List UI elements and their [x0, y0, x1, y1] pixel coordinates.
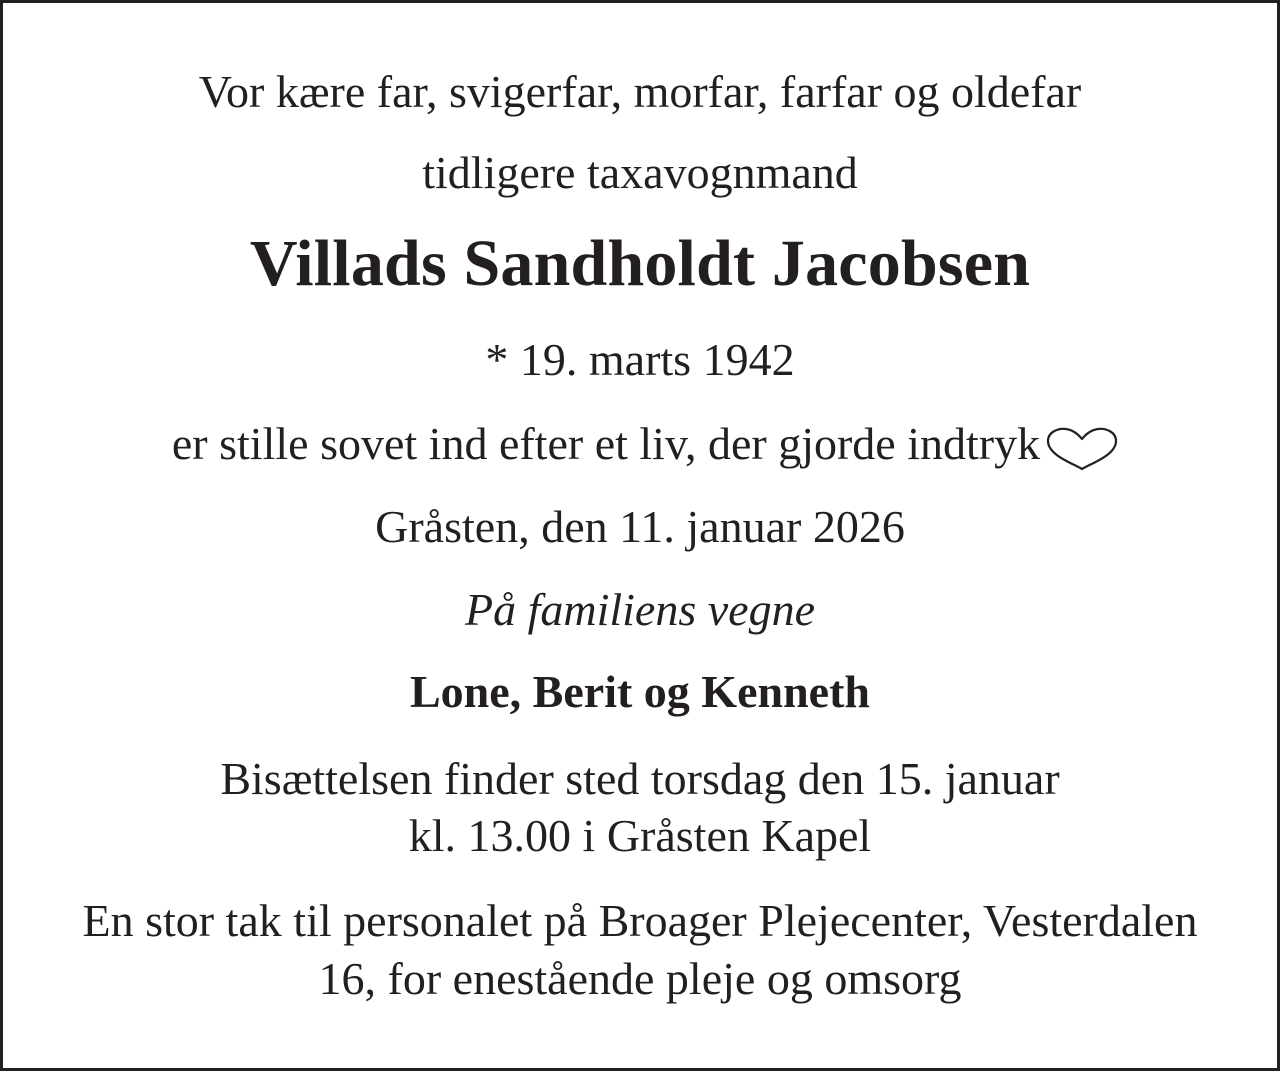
- funeral-line-1: Bisættelsen finder sted torsdag den 15. januar: [220, 753, 1060, 804]
- on-behalf-line: På familiens vegne: [464, 584, 815, 635]
- funeral-line-2: kl. 13.00 i Gråsten Kapel: [408, 810, 872, 861]
- relation-line: Vor kære far, svigerfar, morfar, farfar og oldefar: [198, 66, 1082, 117]
- heart-outline-icon: [1042, 425, 1122, 473]
- birth-date-line: * 19. marts 1942: [485, 334, 795, 385]
- family-names: Lone, Berit og Kenneth: [410, 666, 870, 717]
- occupation-line: tidligere taxavognmand: [422, 147, 858, 198]
- place-date-line: Gråsten, den 11. januar 2026: [375, 501, 905, 552]
- deceased-name: Villads Sandholdt Jacobsen: [249, 227, 1031, 300]
- passed-away-text: er stille sovet ind efter et liv, der gjorde indtryk: [171, 418, 1041, 469]
- thanks-line-1: En stor tak til personalet på Broager Plejecenter, Vesterdalen: [82, 895, 1198, 946]
- passed-away-line: [3, 418, 1277, 473]
- thanks-line-2: 16, for enestående pleje og omsorg: [318, 953, 962, 1004]
